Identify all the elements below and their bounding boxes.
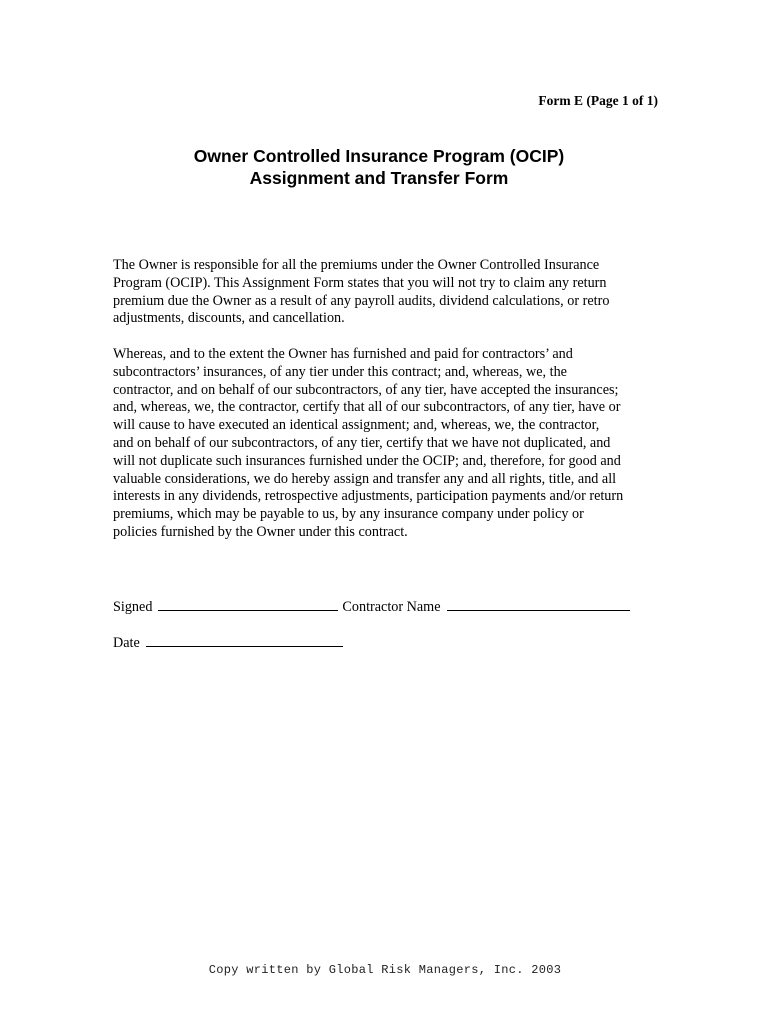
paragraph-line: Whereas, and to the extent the Owner has furnished and paid for contractors’ and [113,346,573,362]
date-field[interactable] [146,633,343,647]
paragraph-line: valuable considerations, we do hereby assign and transfer any and all rights, title, and all [113,470,617,487]
paragraph-line: The Owner is responsible for all the premiums under the Owner Controlled Insurance [113,257,600,273]
signature-row [113,597,630,616]
signed-label: Signed [113,599,153,615]
paragraph-line: premiums, which may be payable to us, by any insurance company under policy or [113,506,584,523]
paragraph-line: and on behalf of our subcontractors, of any tier, certify that we have not duplicated, and [113,434,611,451]
signed-field[interactable] [158,597,338,611]
paragraph-line: Program (OCIP). This Assignment Form states that you will not try to claim any return [113,274,607,291]
paragraph-assignment [113,346,673,542]
contractor-name-label: Contractor Name [342,599,441,615]
title-line-2: Assignment and Transfer Form [249,168,509,188]
document-title [0,145,770,189]
title-line-1: Owner Controlled Insurance Program (OCIP) [193,146,565,166]
paragraph-line: premium due the Owner as a result of any payroll audits, dividend calculations, or retro [113,292,610,309]
paragraph-line: interests in any dividends, retrospective adjustments, participation payments and/or return [113,488,624,505]
contractor-name-field[interactable] [447,597,630,611]
form-identifier: Form E (Page 1 of 1) [538,93,658,108]
paragraph-responsibility [113,257,673,328]
paragraph-line: subcontractors’ insurances, of any tier under this contract; and, whereas, we, the [113,363,567,380]
paragraph-line: will cause to have executed an identical assignment; and, whereas, we, the contractor, [113,417,600,434]
paragraph-line: adjustments, discounts, and cancellation. [113,310,345,327]
date-row [113,633,343,652]
paragraph-line: will not duplicate such insurances furnished under the OCIP; and, therefore, for good and [113,452,621,469]
date-label: Date [113,635,140,651]
paragraph-line: contractor, and on behalf of our subcontractors, of any tier, have accepted the insurances; [113,381,619,398]
paragraph-line: policies furnished by the Owner under this contract. [113,523,408,540]
copyright-footer: Copy written by Global Risk Managers, Inc. 2003 [208,963,562,977]
paragraph-line: and, whereas, we, the contractor, certify that all of our subcontractors, of any tier, have or [113,399,621,416]
